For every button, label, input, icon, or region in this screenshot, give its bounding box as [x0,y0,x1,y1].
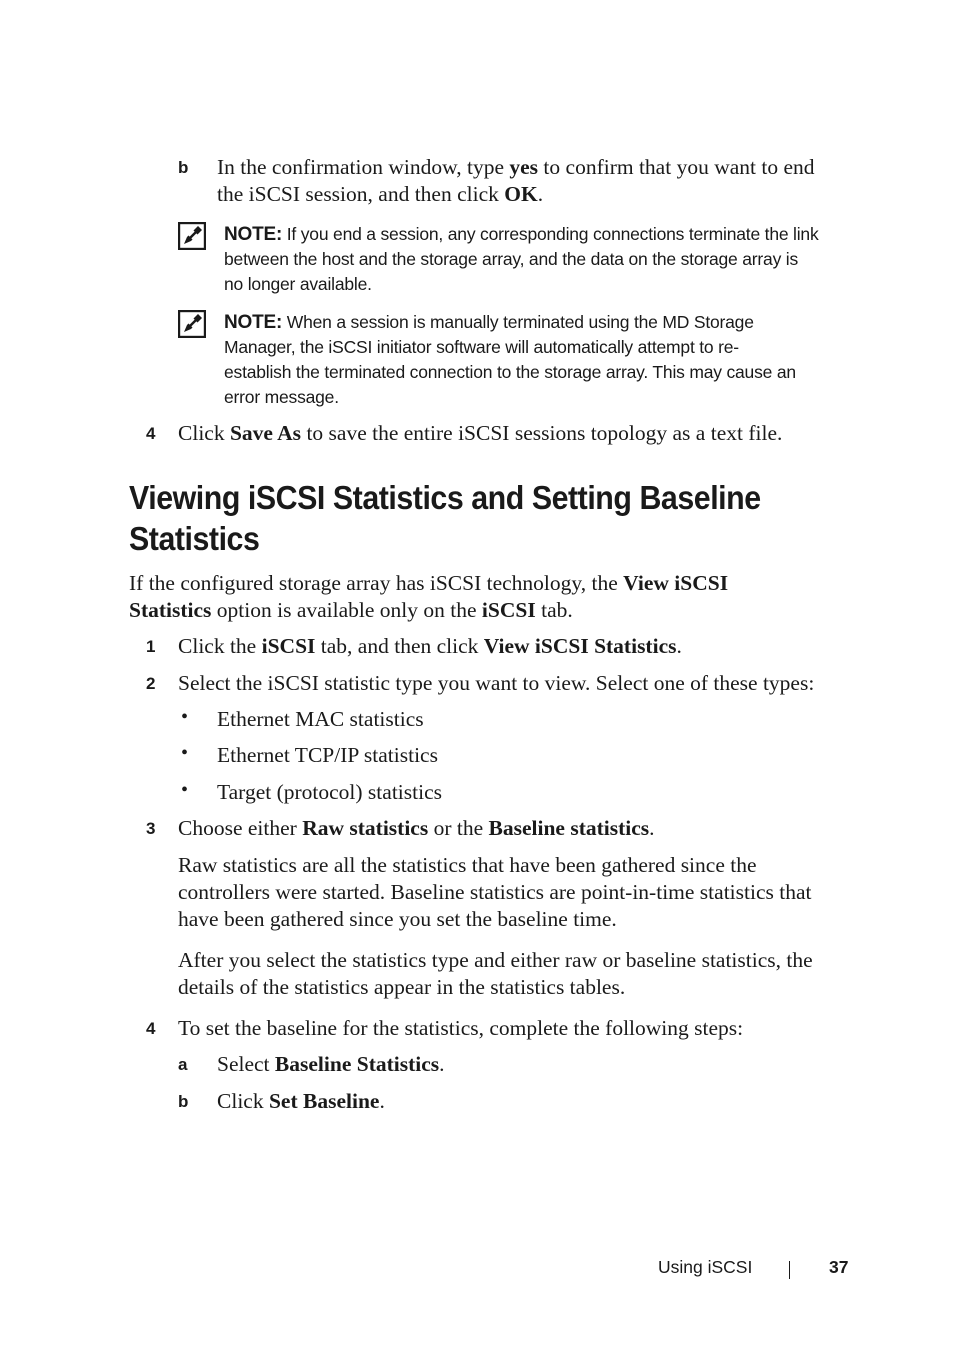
note-label: NOTE: [224,312,283,333]
bold-term: View iSCSI [623,571,729,595]
bold-term: Raw statistics [302,816,429,840]
note-pencil-icon [178,310,206,338]
sub-step-b-text [217,1088,817,1115]
step-1-text [178,633,868,660]
note-2 [224,310,864,410]
bold-term: View iSCSI Statistics [483,634,677,658]
text: or the [428,816,489,840]
text: If you end a session, any corresponding connections terminate the link [282,224,819,244]
bullet-mark: • [181,742,189,764]
text: controllers were started. Baseline statistics are point-in-time statistics that [178,880,812,904]
bold-term: Baseline Statistics [274,1052,440,1076]
text: Click [178,421,230,445]
step-marker-1: 1 [146,637,156,656]
page-number: 37 [829,1257,849,1277]
list-item: Ethernet MAC statistics [217,707,424,731]
list-item: Target (protocol) statistics [217,780,442,804]
text: . [537,182,544,206]
step-marker-2: 2 [146,674,156,693]
bold-term: Baseline statistics [488,816,650,840]
step-marker-3: 3 [146,819,156,838]
bold-term: Set Baseline [268,1089,380,1113]
step-b-text [217,154,867,208]
text: tab, and then click [315,634,484,658]
text: option is available only on the [211,598,482,622]
text: . [676,634,682,658]
step-marker-4: 4 [146,424,156,443]
text: Select [217,1052,275,1076]
heading-line: Viewing iSCSI Statistics and Setting Baseline [129,479,761,516]
step-4-baseline-text: To set the baseline for the statistics, complete the following steps: [178,1016,744,1040]
text: Click [217,1089,269,1113]
text: In the confirmation window, type [217,155,510,179]
step-marker-b: b [178,1092,189,1111]
bold-term-save-as: Save As [229,421,302,445]
text: After you select the statistics type and either raw or baseline statistics, the [178,948,813,972]
text: . [649,816,655,840]
bold-term: iSCSI [481,598,536,622]
bold-term: iSCSI [261,634,316,658]
text: tab. [535,598,573,622]
footer-section-title: Using iSCSI [658,1257,753,1277]
text: Manager, the iSCSI initiator software will automatically attempt to re- [224,337,739,357]
intro-paragraph [129,570,869,624]
text: . [379,1089,385,1113]
step-marker-a: a [178,1055,188,1074]
bold-term-ok: OK [504,182,538,206]
step-4-save-text [178,420,868,447]
text: Click the [178,634,262,658]
text: If the configured storage array has iSCSI technology, the [129,571,624,595]
step-2-text: Select the iSCSI statistic type you want to view. Select one of these types: [178,671,815,695]
raw-stats-paragraph [178,852,878,933]
text: When a session is manually terminated using the MD Storage [282,312,754,332]
step-3-text [178,815,868,842]
note-1 [224,222,864,297]
text: Raw statistics are all the statistics that have been gathered since the [178,853,757,877]
text: establish the terminated connection to the storage array. This may cause an [224,362,796,382]
bullet-mark: • [181,706,189,728]
bold-term: Statistics [129,598,212,622]
footer-divider [789,1261,790,1279]
step-marker-4: 4 [146,1019,156,1038]
text: have been gathered since you set the baseline time. [178,907,617,931]
text: details of the statistics appear in the statistics tables. [178,975,626,999]
text: to save the entire iSCSI sessions topology as a text file. [301,421,783,445]
text: . [439,1052,445,1076]
text: to confirm that you want to end [538,155,815,179]
bullet-mark: • [181,779,189,801]
text: Choose either [178,816,303,840]
section-heading [129,477,828,559]
text: error message. [224,387,339,407]
note-label: NOTE: [224,224,283,245]
note-pencil-icon [178,222,206,250]
bold-term-yes: yes [509,155,539,179]
after-select-paragraph [178,947,878,1001]
sub-step-a-text [217,1051,817,1078]
heading-line: Statistics [129,520,260,557]
step-marker-b: b [178,158,189,177]
list-item: Ethernet TCP/IP statistics [217,743,438,767]
text: no longer available. [224,274,372,294]
text: the iSCSI session, and then click [217,182,505,206]
text: between the host and the storage array, and the data on the storage array is [224,249,799,269]
